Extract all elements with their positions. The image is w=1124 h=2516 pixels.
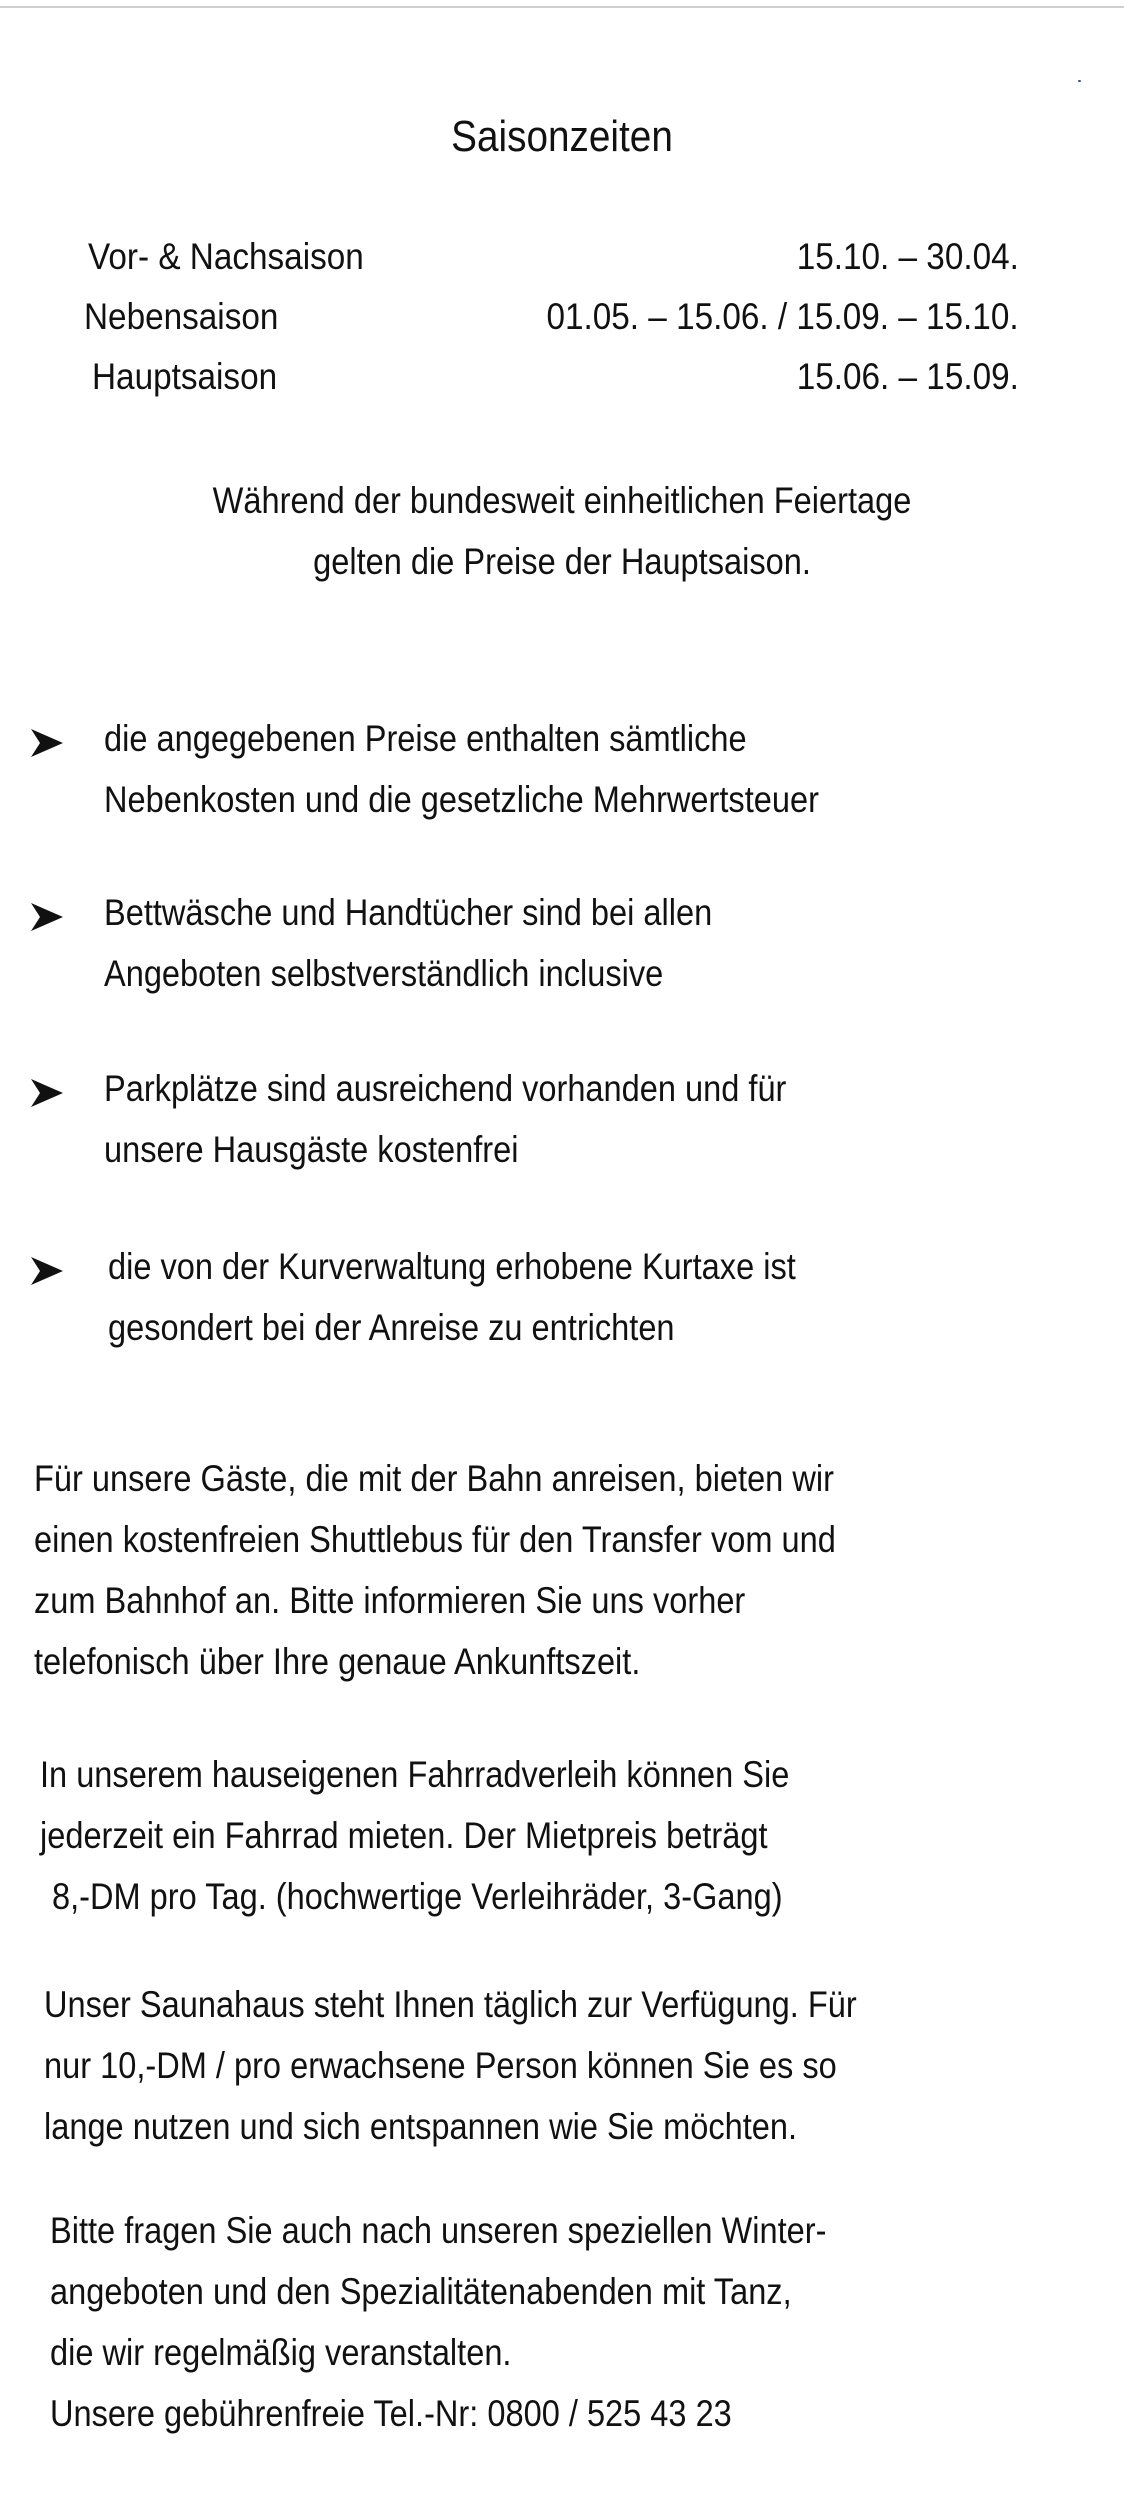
season-row-hauptsaison	[0, 356, 1124, 416]
bullet-text	[104, 882, 795, 1004]
paragraph-line: angeboten und den Spezialitätenabenden mit Tanz,	[50, 2271, 792, 2312]
bullet-line: die von der Kurverwaltung erhobene Kurtaxe ist	[108, 1246, 796, 1287]
holiday-note-line: Während der bundesweit einheitlichen Feiertage	[212, 480, 912, 521]
sauna-paragraph	[44, 1974, 968, 2157]
paragraph-line: Für unsere Gäste, die mit der Bahn anreisen, bieten wir	[34, 1458, 834, 1499]
paragraph-line: In unserem hauseigenen Fahrradverleih können Sie	[40, 1754, 790, 1795]
season-row-nebensaison	[0, 296, 1124, 356]
season-name: Nebensaison	[84, 296, 279, 337]
season-dates: 01.05. – 15.06. / 15.09. – 15.10.	[546, 296, 1019, 337]
season-dates: 15.06. – 15.09.	[796, 356, 1019, 397]
arrowhead-bullet-icon	[30, 728, 64, 758]
phone-number-line: Unsere gebührenfreie Tel.-Nr: 0800 / 525 43 23	[50, 2393, 732, 2434]
season-name: Vor- & Nachsaison	[88, 236, 364, 277]
paragraph-line: lange nutzen und sich entspannen wie Sie möchten.	[44, 2106, 798, 2147]
paragraph-line: einen kostenfreien Shuttlebus für den Transfer vom und	[34, 1519, 836, 1560]
paragraph-line: zum Bahnhof an. Bitte informieren Sie uns vorher	[34, 1580, 746, 1621]
bullet-line: Bettwäsche und Handtücher sind bei allen	[104, 892, 713, 933]
holiday-note	[0, 470, 1124, 592]
arrowhead-bullet-icon	[30, 1256, 64, 1286]
paragraph-line: telefonisch über Ihre genaue Ankunftszeit.	[34, 1641, 641, 1682]
season-dates: 15.10. – 30.04.	[796, 236, 1019, 277]
paragraph-line: jederzeit ein Fahrrad mieten. Der Mietpreis beträgt	[40, 1815, 768, 1856]
bullet-line: Angeboten selbstverständlich inclusive	[104, 953, 664, 994]
paragraph-line: nur 10,-DM / pro erwachsene Person können Sie es so	[44, 2045, 837, 2086]
bullet-text	[108, 1236, 890, 1358]
paragraph-line: 8,-DM pro Tag. (hochwertige Verleihräder, 3-Gang)	[52, 1876, 783, 1917]
bullet-text	[104, 1058, 879, 1180]
arrowhead-bullet-icon	[30, 1078, 64, 1108]
paragraph-line: die wir regelmäßig veranstalten.	[50, 2332, 512, 2373]
bike-rental-paragraph	[40, 1744, 892, 1927]
bullet-line: gesondert bei der Anreise zu entrichten	[108, 1307, 675, 1348]
paragraph-line: Bitte fragen Sie auch nach unseren speziellen Winter-	[50, 2210, 827, 2251]
scan-edge-line	[0, 6, 1124, 8]
bullet-line: unsere Hausgäste kostenfrei	[104, 1129, 519, 1170]
paragraph-line: Unser Saunahaus steht Ihnen täglich zur Verfügung. Für	[44, 1984, 857, 2025]
shuttle-paragraph	[34, 1448, 945, 1692]
bullet-text	[104, 708, 916, 830]
holiday-note-line: gelten die Preise der Hauptsaison.	[313, 541, 811, 582]
scan-speck	[1078, 80, 1081, 82]
season-name: Hauptsaison	[92, 356, 278, 397]
winter-offers-paragraph	[50, 2200, 932, 2444]
arrowhead-bullet-icon	[30, 902, 64, 932]
bullet-line: Nebenkosten und die gesetzliche Mehrwertsteuer	[104, 779, 819, 820]
bullet-line: die angegebenen Preise enthalten sämtliche	[104, 718, 747, 759]
page-title: Saisonzeiten	[451, 112, 673, 161]
bullet-line: Parkplätze sind ausreichend vorhanden und für	[104, 1068, 787, 1109]
season-row-vor-nachsaison	[0, 236, 1124, 296]
